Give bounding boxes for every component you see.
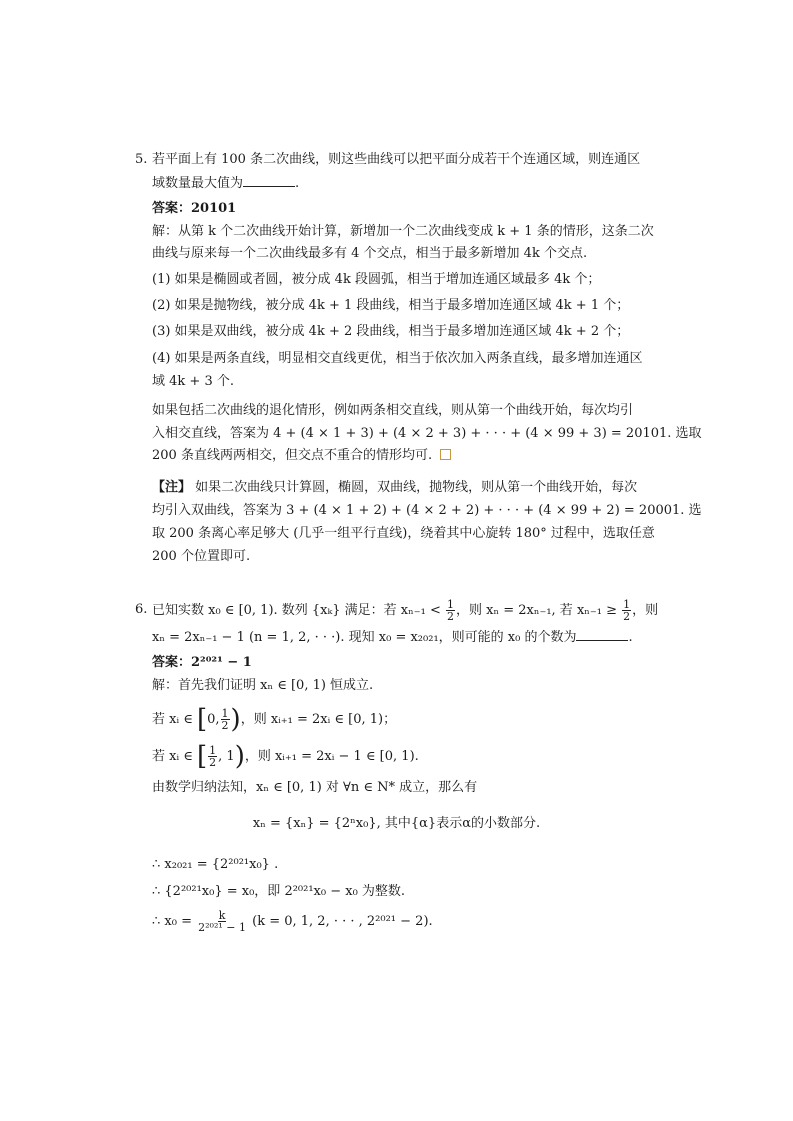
problem-5-note-line4: 200 个位置即可.	[152, 549, 251, 564]
problem-5-case-4-line1: (4) 如果是两条直线，明显相交直线更优，相当于依次加入两条直线，最多增加连通区	[152, 351, 643, 366]
fraction-k-over	[197, 910, 247, 933]
problem-5-solution-line1: 解：从第 k 个二次曲线开始计算，新增加一个二次曲线变成 k + 1 条的情形，这条二次	[152, 224, 654, 239]
question-part-c: ，则	[632, 603, 659, 618]
right-paren: )	[230, 704, 241, 735]
problem-5-solution-line2: 曲线与原来每一个二次曲线最多有 4 个交点，相当于最多新增加 4k 个交点.	[152, 246, 588, 261]
question-text: xₙ = 2xₙ₋₁ − 1 (n = 1, 2, · · ·). 现知 x₀ = x₂₀₂₁，则可能的 x₀ 的个数为	[152, 630, 577, 645]
therefore-3-suffix: (k = 0, 1, 2, · · · , 2²⁰²¹ − 2).	[252, 914, 433, 929]
problem-5-question-text: 域数量最大值为	[152, 176, 244, 191]
note-text: 如果二次曲线只计算圆，椭圆，双曲线，抛物线，则从第一个曲线开始，每次	[191, 480, 638, 495]
fraction-one-half	[446, 599, 455, 622]
problem-6-therefore-1: ∴ x₂₀₂₁ = {2²⁰²¹x₀} .	[152, 857, 279, 872]
fraction-one-half	[208, 745, 217, 768]
problem-6-answer: 答案：2²⁰²¹ − 1	[152, 655, 252, 670]
problem-5-number: 5.	[135, 152, 148, 167]
fraction-denominator: 2²⁰²¹ − 1	[198, 921, 246, 934]
period: .	[628, 630, 633, 645]
problem-5-case-3: (3) 如果是双曲线，被分成 4k + 2 段曲线，相当于最多增加连通区域 4k + 2 个；	[152, 324, 630, 339]
problem-6-question-line1	[152, 599, 658, 622]
problem-6-case-2	[152, 741, 419, 772]
problem-5-degenerate-line3	[152, 447, 451, 465]
problem-6-therefore-3	[152, 910, 433, 933]
interval-end: , 1	[218, 749, 235, 764]
problem-5-note-line3: 取 200 条离心率足够大 (几乎一组平行直线)，绕着其中心旋转 180° 过程中，选取任意	[152, 526, 655, 541]
note-label: 【注】	[152, 480, 192, 495]
fraction-denominator: 2	[209, 756, 217, 769]
problem-5-question-line2	[152, 174, 299, 193]
problem-6-case-1	[152, 704, 397, 735]
fraction-denominator: 2	[221, 719, 229, 732]
question-part-b: ，则 xₙ = 2xₙ₋₁, 若 xₙ₋₁ ≥	[456, 603, 617, 618]
problem-5-degenerate-line2: 入相交直线，答案为 4 + (4 × 1 + 3) + (4 × 2 + 3) + · · · + (4 × 99 + 3) = 20101. 选取	[152, 426, 702, 441]
problem-5-case-2: (2) 如果是抛物线，被分成 4k + 1 段曲线，相当于最多增加连通区域 4k + 1 个；	[152, 298, 630, 313]
problem-6-solution-intro: 解：首先我们证明 xₙ ∈ [0, 1) 恒成立.	[152, 678, 374, 693]
problem-5-answer: 答案：20101	[152, 201, 237, 216]
problem-6-induction: 由数学归纳法知，xₙ ∈ [0, 1) 对 ∀n ∈ N* 成立，那么有	[152, 780, 478, 795]
case-2-prefix: 若 xᵢ ∈	[152, 749, 193, 764]
problem-5-case-4-line2: 域 4k + 3 个.	[152, 374, 234, 389]
fraction-numerator: 1	[623, 598, 631, 611]
fraction-denominator: 2	[447, 610, 454, 623]
answer-blank	[243, 174, 295, 187]
right-paren: )	[234, 741, 245, 772]
problem-6-therefore-2: ∴ {2²⁰²¹x₀} = x₀，即 2²⁰²¹x₀ − x₀ 为整数.	[152, 884, 406, 899]
fraction-numerator: 1	[447, 598, 454, 611]
answer-blank	[576, 628, 628, 641]
period: .	[295, 176, 300, 191]
interval-start: 0,	[207, 712, 220, 727]
degenerate-text: 200 条直线两两相交，但交点不重合的情形均可.	[152, 448, 433, 463]
fraction-one-half	[622, 599, 631, 622]
problem-5-question-line1: 若平面上有 100 条二次曲线，则这些曲线可以把平面分成若干个连通区域，则连通区	[152, 152, 641, 167]
case-1-suffix: ，则 xᵢ₊₁ = 2xᵢ ∈ [0, 1)；	[240, 712, 397, 727]
left-bracket: [	[196, 741, 208, 772]
problem-6-question-line2	[152, 628, 633, 647]
problem-5-note-line1	[152, 479, 637, 497]
case-1-prefix: 若 xᵢ ∈	[152, 712, 193, 727]
problem-5-degenerate-line1: 如果包括二次曲线的退化情形，例如两条相交直线，则从第一个曲线开始，每次均引	[152, 403, 634, 418]
fraction-one-half	[221, 708, 230, 731]
fraction-numerator: 1	[221, 707, 229, 720]
fraction-numerator: k	[218, 909, 226, 922]
case-2-suffix: ，则 xᵢ₊₁ = 2xᵢ − 1 ∈ [0, 1).	[244, 749, 419, 764]
problem-6-number: 6.	[135, 602, 148, 617]
problem-6-formula: xₙ = {xₙ} = {2ⁿx₀}, 其中{α}表示α的小数部分.	[252, 816, 541, 831]
fraction-numerator: 1	[209, 744, 217, 757]
problem-5-note-line2: 均引入双曲线，答案为 3 + (4 × 1 + 2) + (4 × 2 + 2) + · · · + (4 × 99 + 2) = 20001. 选	[152, 503, 702, 518]
problem-5-case-1: (1) 如果是椭圆或者圆，被分成 4k 段圆弧，相当于增加连通区域最多 4k 个；	[152, 272, 601, 287]
left-bracket: [	[196, 704, 208, 735]
fraction-denominator: 2	[623, 610, 631, 623]
qed-box-icon	[440, 449, 451, 460]
question-part-a: 已知实数 x₀ ∈ [0, 1). 数列 {xₖ} 满足：若 xₙ₋₁ <	[152, 603, 441, 618]
therefore-3-prefix: ∴ x₀ =	[152, 914, 192, 929]
